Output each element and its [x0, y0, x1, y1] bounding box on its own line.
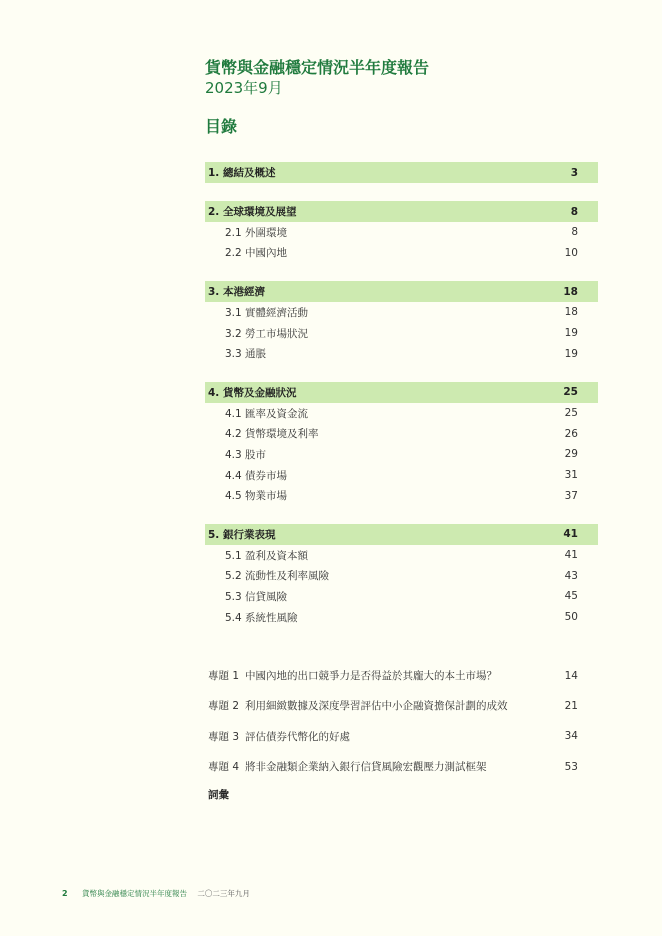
- subsection-label: 3.1 實體經濟活動: [225, 306, 309, 319]
- toc-section: [205, 281, 598, 364]
- toc-subsection-row[interactable]: [205, 222, 598, 243]
- toc-section: [205, 201, 598, 263]
- toc-subsection-row[interactable]: [205, 403, 598, 424]
- toc-sections: [205, 162, 598, 627]
- special-topic-row[interactable]: [205, 721, 598, 751]
- report-title: 貨幣與金融穩定情況半年度報告: [205, 58, 430, 77]
- special-topic-page: 34: [564, 730, 578, 743]
- special-topic-page: 53: [564, 760, 578, 773]
- subsection-label: 2.1 外圍環境: [225, 226, 288, 239]
- subsection-label: 3.2 勞工市場狀況: [225, 327, 309, 340]
- special-topic-text: [208, 729, 350, 744]
- toc-subsection-row[interactable]: [205, 586, 598, 607]
- table-of-contents: [205, 162, 598, 802]
- subsection-page: 25: [564, 407, 578, 420]
- section-page: 41: [563, 528, 578, 541]
- section-label: 2. 全球環境及展望: [208, 206, 297, 218]
- section-page: 3: [570, 166, 578, 179]
- toc-subsection-row[interactable]: [205, 545, 598, 566]
- subsection-label: 5.2 流動性及利率風險: [225, 570, 330, 583]
- toc-subsection-row[interactable]: [205, 302, 598, 323]
- toc-subsection-row[interactable]: [205, 243, 598, 264]
- section-page: 18: [563, 285, 578, 298]
- toc-section-row[interactable]: [205, 281, 598, 302]
- subsection-page: 41: [564, 549, 578, 562]
- page-footer: [62, 888, 250, 899]
- subsection-page: 31: [564, 469, 578, 482]
- section-label: 4. 貨幣及金融狀況: [208, 386, 297, 399]
- special-topic-title: 評估債券代幣化的好處: [245, 730, 351, 743]
- footer-report-title: 貨幣與金融穩定情況半年度報告: [81, 889, 187, 898]
- special-topic-title: 將非金融類企業納入銀行信貸風險宏觀壓力測試框架: [245, 761, 487, 774]
- section-page: 25: [563, 386, 578, 399]
- subsection-page: 37: [564, 489, 578, 502]
- special-topic-row[interactable]: [205, 660, 598, 690]
- toc-subsection-row[interactable]: [205, 465, 598, 486]
- subsection-page: 26: [564, 427, 578, 440]
- section-label: 3. 本港經濟: [208, 286, 265, 299]
- subsection-page: 19: [564, 327, 578, 340]
- subsection-label: 4.2 貨幣環境及利率: [225, 428, 319, 441]
- toc-subsection-row[interactable]: [205, 566, 598, 587]
- special-topic-text: [208, 698, 508, 713]
- toc-subsection-row[interactable]: [205, 485, 598, 506]
- toc-subsection-row[interactable]: [205, 323, 598, 344]
- toc-section-row[interactable]: [205, 162, 598, 183]
- special-topic-row[interactable]: [205, 691, 598, 721]
- report-date: 2023年9月: [205, 79, 283, 97]
- subsection-page: 18: [564, 306, 578, 319]
- special-topic-text: [208, 759, 487, 774]
- subsection-page: 43: [564, 569, 578, 582]
- toc-section: [205, 524, 598, 627]
- glossary-link[interactable]: 詞彙: [208, 788, 229, 801]
- subsection-page: 45: [564, 590, 578, 603]
- subsection-page: 19: [564, 347, 578, 360]
- toc-subsection-row[interactable]: [205, 607, 598, 628]
- subsection-label: 3.3 通脹: [225, 348, 267, 361]
- footer-date: 二〇二三年九月: [197, 889, 250, 898]
- special-topic-text: [208, 668, 497, 683]
- footer-page-number: 2: [62, 889, 68, 898]
- special-topic-row[interactable]: [205, 751, 598, 781]
- section-page: 8: [570, 205, 578, 218]
- subsection-page: 29: [564, 448, 578, 461]
- subsection-label: 5.3 信貸風險: [225, 590, 288, 603]
- subsection-page: 10: [564, 246, 578, 259]
- special-topic-label: 專題 1: [208, 670, 240, 682]
- special-topics: [205, 660, 598, 782]
- toc-heading: 目錄: [205, 117, 238, 136]
- subsection-label: 2.2 中國內地: [225, 247, 288, 260]
- toc-section: [205, 162, 598, 183]
- report-header: [205, 58, 429, 98]
- section-label: 1. 總結及概述: [208, 167, 276, 179]
- special-topic-label: 專題 2: [208, 700, 240, 713]
- special-topic-label: 專題 4: [208, 761, 240, 774]
- toc-subsection-row[interactable]: [205, 424, 598, 445]
- special-topic-label: 專題 3: [208, 730, 240, 743]
- subsection-label: 5.1 盈利及資本額: [225, 549, 309, 562]
- special-topic-page: 21: [564, 699, 578, 712]
- special-topic-title: 利用細緻數據及深度學習評估中小企融資擔保計劃的成效: [245, 700, 508, 713]
- subsection-label: 4.5 物業市場: [225, 490, 288, 503]
- special-topic-title: 中國內地的出口競爭力是否得益於其龐大的本土市場？: [245, 670, 498, 682]
- toc-section-row[interactable]: [205, 524, 598, 545]
- toc-subsection-row[interactable]: [205, 444, 598, 465]
- toc-section-row[interactable]: [205, 382, 598, 403]
- special-topic-page: 14: [564, 669, 578, 682]
- toc-section-row[interactable]: [205, 201, 598, 222]
- toc-section: [205, 382, 598, 506]
- subsection-label: 4.4 債券市場: [225, 469, 288, 482]
- section-label: 5. 銀行業表現: [208, 528, 276, 541]
- subsection-label: 5.4 系統性風險: [225, 611, 298, 624]
- subsection-page: 50: [564, 611, 578, 624]
- toc-subsection-row[interactable]: [205, 343, 598, 364]
- subsection-label: 4.3 股市: [225, 448, 267, 461]
- subsection-label: 4.1 匯率及資金流: [225, 407, 309, 420]
- subsection-page: 8: [571, 226, 578, 239]
